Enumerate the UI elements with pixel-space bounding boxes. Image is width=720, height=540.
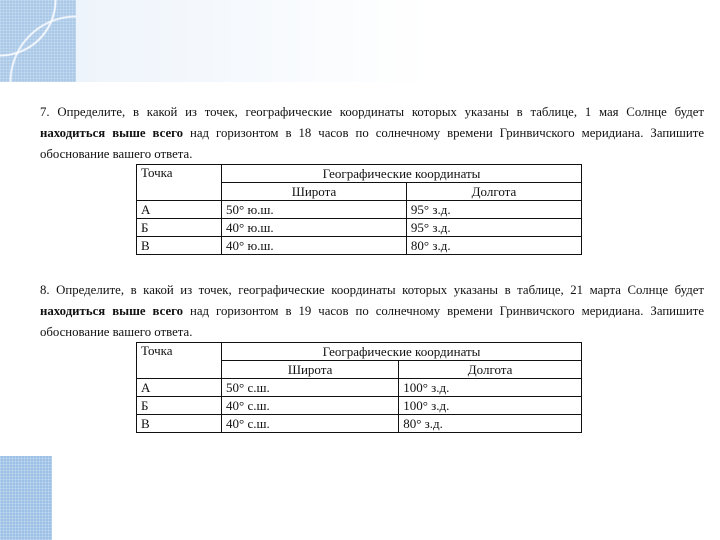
row-latitude: 50° ю.ш. (222, 201, 407, 219)
row-longitude: 100° з.д. (399, 379, 582, 397)
row-point: Б (137, 219, 222, 237)
question-8-text (40, 280, 704, 343)
table-row (137, 237, 582, 255)
table-header-longitude: Долгота (406, 183, 581, 201)
question-7-emphasis: находиться выше всего (40, 125, 184, 140)
row-point: В (137, 415, 222, 433)
question-7-text (40, 102, 704, 165)
row-latitude: 40° с.ш. (222, 415, 399, 433)
table-row (137, 219, 582, 237)
row-point: А (137, 379, 222, 397)
question-8-lead: 8. Определите, в какой из точек, географические координаты которых указаны в таблице, 21 марта Солнце будет (40, 282, 704, 297)
table-row (137, 201, 582, 219)
question-7-tail: над горизонтом в 18 часов по солнечному времени Гринвичского меридиана. Запишите обоснование вашего ответа. (40, 125, 704, 161)
table-row (137, 415, 582, 433)
decorative-header-strip (76, 0, 720, 82)
row-point: В (137, 237, 222, 255)
row-latitude: 50° с.ш. (222, 379, 399, 397)
table-row (137, 379, 582, 397)
row-point: Б (137, 397, 222, 415)
row-longitude: 95° з.д. (406, 219, 581, 237)
row-point: А (137, 201, 222, 219)
table-header-coordinates: Географические координаты (222, 165, 582, 183)
row-longitude: 80° з.д. (399, 415, 582, 433)
row-latitude: 40° с.ш. (222, 397, 399, 415)
row-latitude: 40° ю.ш. (222, 219, 407, 237)
table-header-latitude: Широта (222, 361, 399, 379)
row-longitude: 80° з.д. (406, 237, 581, 255)
decorative-corner-top (0, 0, 76, 82)
table-header-point: Точка (137, 343, 222, 379)
table-header-longitude: Долгота (399, 361, 582, 379)
table-row (137, 397, 582, 415)
decorative-corner-bottom (0, 456, 52, 540)
question-7-table (136, 164, 582, 255)
row-longitude: 95° з.д. (406, 201, 581, 219)
row-latitude: 40° ю.ш. (222, 237, 407, 255)
row-longitude: 100° з.д. (399, 397, 582, 415)
question-7-lead: 7. Определите, в какой из точек, географические координаты которых указаны в таблице, 1 мая Солнце будет (40, 104, 704, 119)
table-header-point: Точка (137, 165, 222, 201)
question-8-tail: над горизонтом в 19 часов по солнечному времени Гринвичского меридиана. Запишите обоснование вашего ответа. (40, 303, 704, 339)
question-8-table (136, 342, 582, 433)
table-header-latitude: Широта (222, 183, 407, 201)
question-8-emphasis: находиться выше всего (40, 303, 184, 318)
table-header-coordinates: Географические координаты (222, 343, 582, 361)
